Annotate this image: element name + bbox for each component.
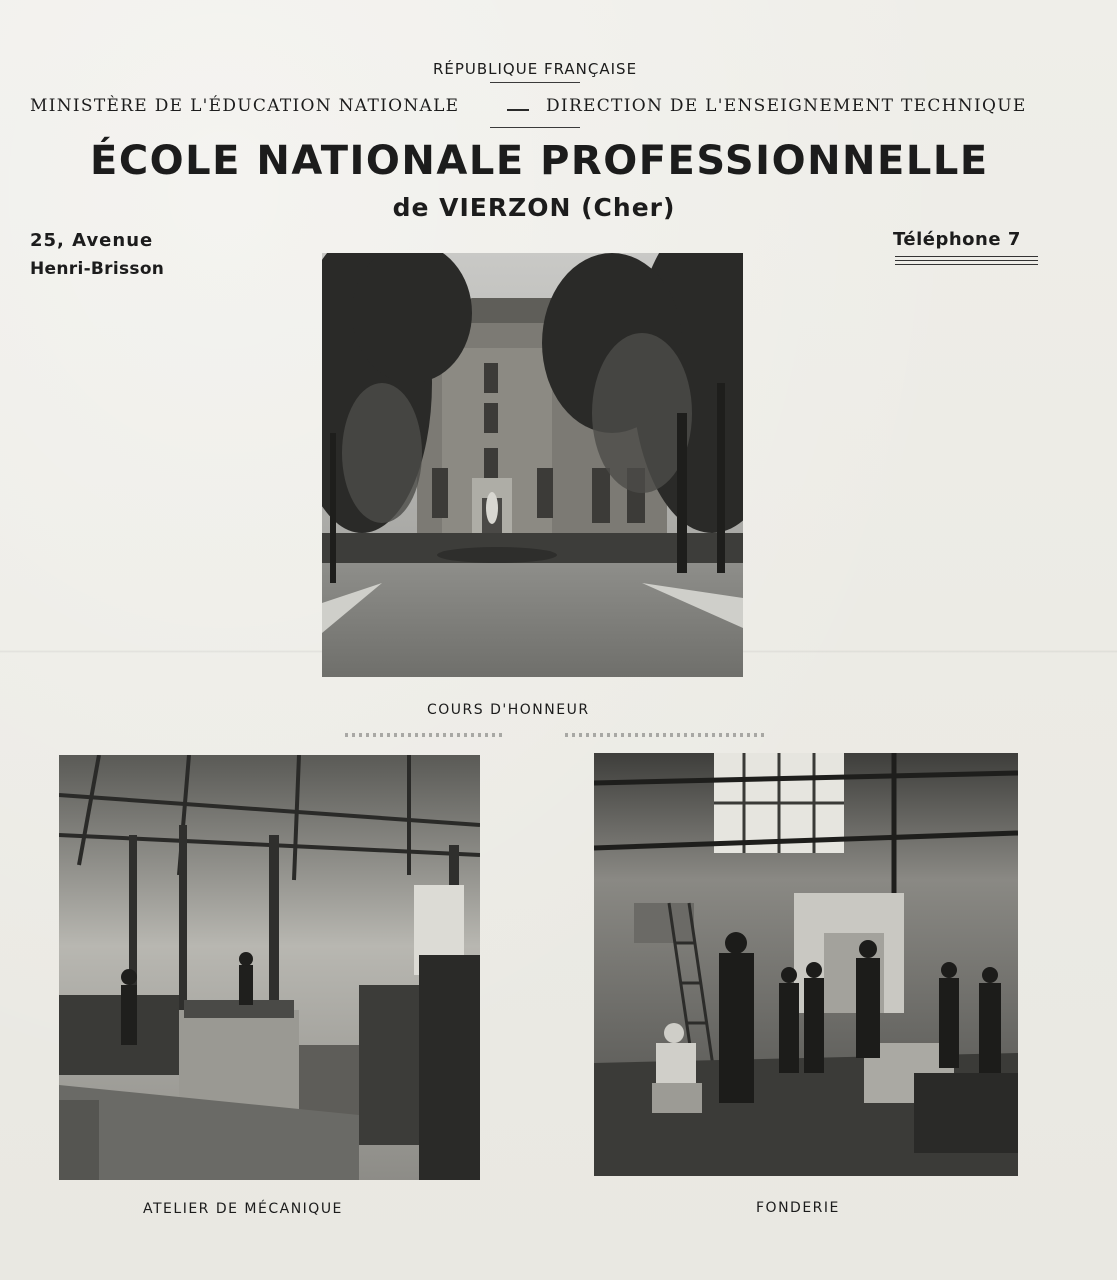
address-line-2: Henri-Brisson: [30, 259, 165, 279]
phone-rule-3: [895, 264, 1038, 265]
courtyard-photo: [322, 253, 743, 677]
republique-heading: RÉPUBLIQUE FRANÇAISE: [432, 60, 638, 78]
workshop-caption: ATELIER DE MÉCANIQUE: [143, 1201, 343, 1217]
print-residue-left: [345, 733, 505, 737]
address-line-1: 25, Avenue: [30, 230, 154, 251]
phone-rule-2: [895, 260, 1038, 261]
ministere-text: MINISTÈRE DE L'ÉDUCATION NATIONALE: [30, 96, 460, 116]
phone-number: Téléphone 7: [893, 229, 1021, 250]
foundry-caption: FONDERIE: [756, 1200, 840, 1216]
phone-rule-1: [895, 256, 1038, 257]
courtyard-caption: COURS D'HONNEUR: [427, 702, 590, 718]
divider-bottom: [490, 127, 580, 128]
foundry-photo: [594, 753, 1018, 1176]
school-location: de VIERZON (Cher): [392, 193, 676, 222]
header-dash: [507, 109, 529, 111]
direction-text: DIRECTION DE L'ENSEIGNEMENT TECHNIQUE: [546, 96, 1027, 116]
workshop-photo: [59, 755, 480, 1180]
print-residue-right: [565, 733, 765, 737]
divider-top: [490, 82, 580, 83]
school-name: ÉCOLE NATIONALE PROFESSIONNELLE: [90, 138, 989, 184]
